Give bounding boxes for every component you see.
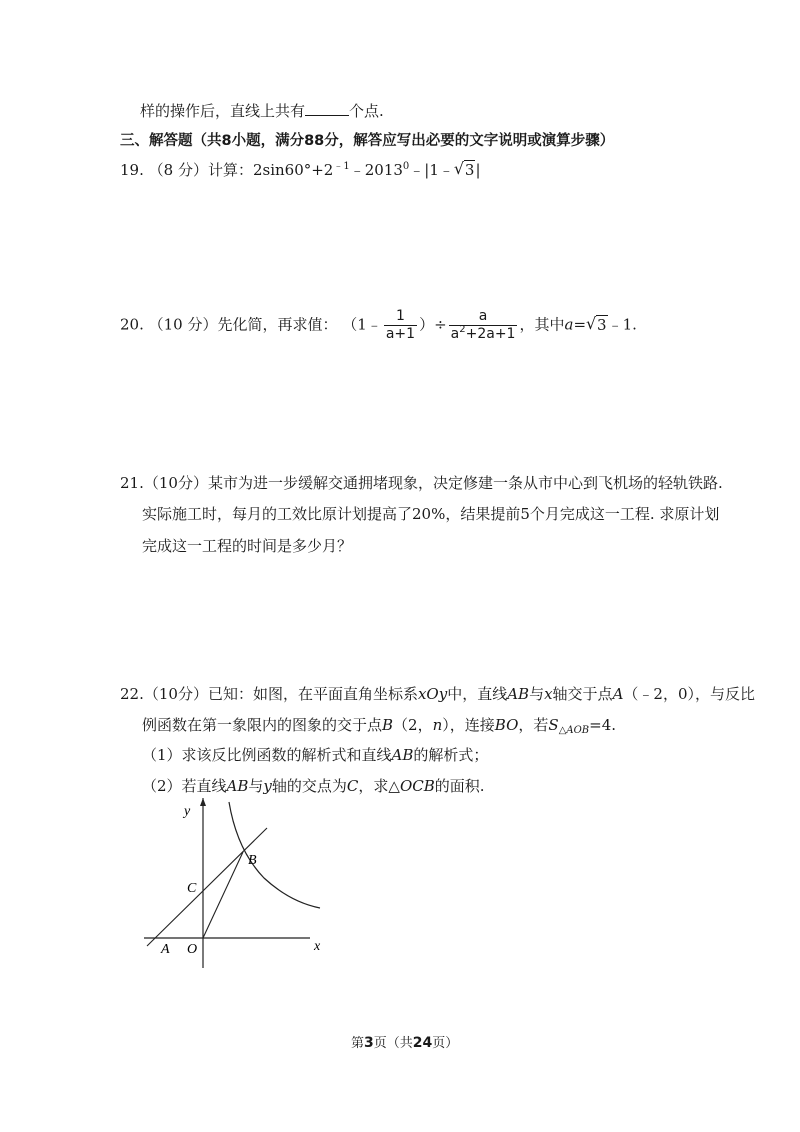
q22-text: 例函数在第一象限内的图象的交于点 (142, 716, 383, 734)
frac1-denominator: a+1 (385, 326, 416, 342)
footer-text: 页） (432, 1036, 459, 1051)
question-20 (120, 308, 637, 343)
q19-score: （8 分） (148, 161, 208, 179)
page-footer (351, 1032, 458, 1051)
q22-text: 22.（10分）已知：如图，在平面直角坐标系 (120, 685, 418, 703)
q22-area-subscript: △AOB (558, 725, 590, 736)
q20-given: ，其中 (519, 315, 565, 334)
q22-text: 的解析式； (413, 746, 489, 764)
q20-eq: = (573, 315, 587, 334)
q22-ab: AB (391, 746, 414, 764)
q18-text-end: 个点. (349, 102, 384, 120)
q22-point-b: B (382, 716, 394, 734)
question-22-part-1 (142, 744, 488, 765)
q22-bo: BO (494, 716, 519, 734)
q22-text: （2）若直线 (142, 777, 227, 795)
q22-point-c: C (346, 777, 359, 795)
question-21-line-2: 实际施工时，每月的工效比原计划提高了20%，结果提前5个月完成这一工程. 求原计划 (142, 505, 720, 523)
hyperbola-curve (229, 802, 320, 908)
frac2-den-exp: 2 (459, 324, 466, 335)
frac2-den-rest: +2a+1 (465, 326, 516, 342)
page-total: 24 (412, 1035, 433, 1051)
q22-area-symbol: S (548, 716, 559, 734)
label-o: O (187, 942, 198, 957)
q20-score: （10 分） (148, 315, 218, 334)
question-21-line-1: 21.（10分）某市为进一步缓解交通拥堵现象，决定修建一条从市中心到飞机场的轻轨铁路. (120, 474, 723, 492)
q22-ab: AB (226, 777, 249, 795)
sqrt-symbol (586, 316, 608, 334)
label-b: B (248, 853, 257, 868)
question-22-part-2 (142, 775, 485, 796)
q22-ocb: OCB (399, 777, 435, 795)
q22-text: 与 (248, 777, 264, 795)
q20-prompt: 先化简，再求值： (217, 315, 338, 334)
sqrt-symbol (454, 161, 476, 179)
q22-x: x (544, 685, 553, 703)
q19-mid: ﹣2013 (349, 161, 403, 179)
q22-text: （1）求该反比例函数的解析式和直线 (142, 746, 392, 764)
q22-n: n (432, 716, 443, 734)
coordinate-figure (140, 798, 340, 970)
q19-end: | (475, 161, 481, 179)
q22-text: 中，直线 (447, 685, 508, 703)
footer-text: 页（共 (373, 1036, 413, 1051)
label-a: A (161, 942, 170, 957)
q22-text: 的面积. (434, 777, 485, 795)
q19-exp2: 0 (402, 161, 410, 172)
q22-text: ），连接 (442, 716, 495, 734)
q18-text: 样的操作后，直线上共有 (140, 102, 306, 120)
q22-text: ，若 (518, 716, 549, 734)
q19-radicand: 3 (464, 161, 475, 179)
q19-exp1: ﹣1 (333, 161, 350, 172)
q22-text: =4. (589, 716, 617, 734)
q20-var: a (564, 315, 574, 334)
q18-tail (140, 100, 384, 121)
q22-text: （﹣2，0），与反比 (623, 685, 755, 703)
q22-text: 与 (529, 685, 545, 703)
q22-point-a: A (612, 685, 624, 703)
q22-ab: AB (507, 685, 530, 703)
frac2-numerator: a (478, 308, 488, 324)
frac2-denominator (449, 325, 518, 343)
q20-open: （1﹣ (342, 315, 382, 334)
q19-prompt: 计算：2sin60°+2 (207, 161, 334, 179)
frac2-den-a: a (450, 326, 460, 342)
q20-radicand: 3 (597, 315, 607, 334)
q19-number: 19. (120, 161, 144, 179)
q22-text: ，求△ (358, 777, 400, 795)
frac1-numerator: 1 (395, 308, 405, 324)
q20-close-div: ）÷ (419, 315, 447, 334)
question-19 (120, 159, 481, 180)
label-x: x (314, 939, 321, 954)
y-axis-arrow (200, 798, 206, 806)
q22-xoy: xOy (417, 685, 448, 703)
fraction-2 (449, 308, 518, 343)
q22-text: 轴的交点为 (271, 777, 347, 795)
fraction-1 (384, 308, 417, 343)
question-21-line-3: 完成这一工程的时间是多少月？ (142, 537, 353, 555)
q22-text: 轴交于点 (552, 685, 613, 703)
page-number: 3 (364, 1035, 374, 1051)
answer-blank[interactable] (305, 103, 349, 116)
segment-bo (203, 852, 243, 938)
q20-number: 20. (120, 315, 144, 334)
question-22-line-2 (142, 714, 616, 735)
section-heading: 三、解答题（共8小题，满分88分，解答应写出必要的文字说明或演算步骤） (120, 133, 615, 149)
footer-text: 第 (351, 1036, 365, 1051)
q22-y: y (263, 777, 272, 795)
question-22-line-1 (120, 683, 755, 704)
q20-end: ﹣1. (607, 315, 637, 334)
label-c: C (187, 881, 197, 896)
q22-text: （2， (393, 716, 433, 734)
q19-tail: ﹣|1﹣ (409, 161, 454, 179)
label-y: y (184, 804, 191, 819)
